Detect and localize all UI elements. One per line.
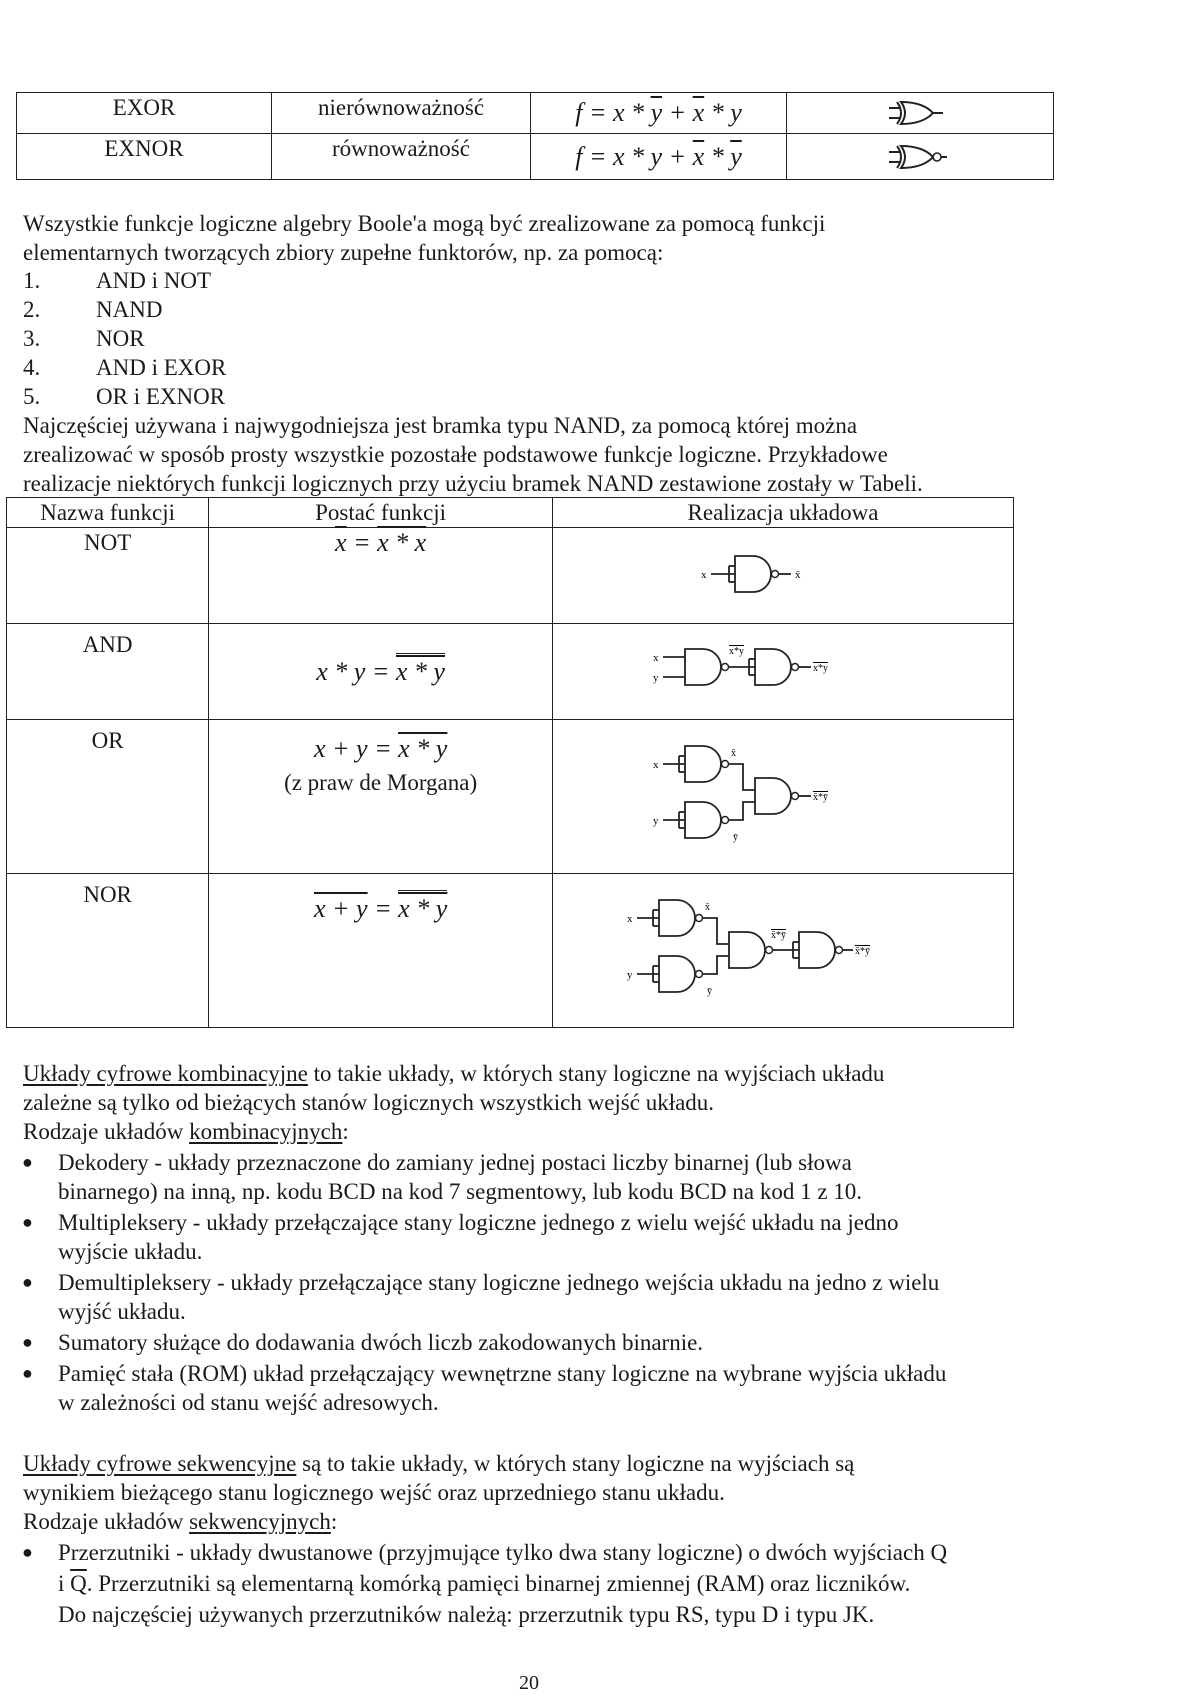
bullet-text: Multipleksery - układy przełączające stany logiczne jednego z wielu wejść układu na jedno <box>58 1210 899 1235</box>
signal-label: x*y <box>729 646 744 657</box>
bullet-text <box>58 1569 910 1598</box>
signal-label: x <box>701 569 707 581</box>
table-row <box>7 874 1014 1028</box>
signal-label: x <box>653 759 659 771</box>
function-formula <box>209 720 553 874</box>
function-formula <box>209 528 553 624</box>
signal-label: ȳ <box>707 986 712 997</box>
signal-label: y <box>627 969 633 981</box>
section-heading <box>23 1117 349 1146</box>
circuit-cell <box>553 874 1014 1028</box>
page-number: 20 <box>519 1672 539 1694</box>
bullet-text: Sumatory służące do dodawania dwóch liczb zakodowanych binarnie. <box>58 1330 704 1355</box>
signal-label: ȳ <box>733 832 738 843</box>
nand-gate-icon <box>659 900 695 936</box>
cell-name: EXNOR <box>17 134 272 180</box>
function-formula <box>209 874 553 1028</box>
bullet-icon: ● <box>22 1272 33 1292</box>
function-formula <box>209 624 553 720</box>
cell-formula <box>531 134 787 180</box>
top-table <box>16 92 1054 180</box>
bullet-text: wyjść układu. <box>58 1299 186 1324</box>
bullet-text: w zależności od stanu wejść adresowych. <box>58 1390 439 1415</box>
or-circuit-diagram <box>553 720 1013 870</box>
bullet-text: binarnego) na inną, np. kodu BCD na kod 7 segmentowy, lub kodu BCD na kod 1 z 10. <box>58 1179 863 1204</box>
bullet-text: Pamięć stała (ROM) układ przełączający wewnętrzne stany logiczne na wybrane wyjścia układu <box>58 1361 947 1386</box>
section-heading <box>23 1507 337 1536</box>
paragraph-line: Najczęściej używana i najwygodniejsza jest bramka typu NAND, za pomocą której można <box>23 413 858 438</box>
formula: $f = x * y + \overline{x} * \overline{y}$ <box>575 141 742 171</box>
cell-description: równoważność <box>272 134 531 180</box>
table-row <box>7 528 1014 624</box>
header-formula: Postać funkcji <box>209 498 553 528</box>
paragraph-line <box>23 1449 854 1478</box>
formula: x * y = x * y <box>316 653 445 686</box>
nand-table <box>6 497 1014 1028</box>
table-header-row <box>7 498 1014 528</box>
nand-gate-icon <box>755 778 791 814</box>
bullet-text: Dekodery - układy przeznaczone do zamiany jednej postaci liczby binarnej (lub słowa <box>58 1150 852 1175</box>
circuit-cell <box>553 720 1014 874</box>
bullet-text: Przerzutniki - układy dwustanowe (przyjmujące tylko dwa stany logiczne) o dwóch wyjściach Q <box>58 1540 948 1565</box>
table-row <box>7 720 1014 874</box>
nor-circuit-diagram <box>553 874 1013 1024</box>
signal-label: x̄*ȳ <box>855 946 870 957</box>
circuit-cell <box>553 528 1014 624</box>
list-number: 3. <box>23 326 41 351</box>
cell-symbol <box>787 93 1054 134</box>
nand-gate-icon <box>685 802 721 838</box>
list-number: 5. <box>23 384 41 409</box>
nand-gate-icon <box>755 649 791 685</box>
paragraph-line: wynikiem bieżącego stanu logicznego wejść oraz uprzedniego stanu układu. <box>23 1480 725 1505</box>
function-name: AND <box>7 624 209 720</box>
xor-gate-icon <box>887 98 967 128</box>
signal-label: x̄*ȳ <box>813 792 828 803</box>
function-name: OR <box>7 720 209 874</box>
heading-text: : <box>342 1119 349 1144</box>
paragraph-line <box>23 1059 884 1088</box>
cell-name: EXOR <box>17 93 272 134</box>
bullet-text: wyjście układu. <box>58 1239 203 1264</box>
paragraph-text: są to takie układy, w których stany logiczne na wyjściach są <box>296 1451 855 1476</box>
function-name: NOT <box>7 528 209 624</box>
header-name: Nazwa funkcji <box>7 498 209 528</box>
list-item: AND i EXOR <box>96 355 227 380</box>
bullet-icon: ● <box>22 1152 33 1172</box>
and-circuit-diagram <box>553 624 1013 716</box>
signal-label: x̄ <box>795 569 801 581</box>
signal-label: x̄*ȳ <box>771 930 786 941</box>
formula-note: (z praw de Morgana) <box>284 770 478 795</box>
bullet-icon: ● <box>22 1363 33 1383</box>
list-item: OR i EXNOR <box>96 384 226 409</box>
heading-text: : <box>330 1509 338 1534</box>
bullet-icon: ● <box>22 1212 33 1232</box>
nand-gate-icon <box>799 932 835 968</box>
paragraph-text: to takie układy, w których stany logiczne na wyjściach układu <box>307 1061 885 1086</box>
bullet-icon: ● <box>22 1542 33 1562</box>
not-circuit-diagram <box>553 528 1013 620</box>
signal-label: x <box>653 652 659 664</box>
nand-gate-icon <box>659 956 695 992</box>
q-bar-symbol: $\overline{Q}$ <box>70 1571 87 1596</box>
heading-text: Rodzaje układów <box>23 1509 190 1534</box>
formula: x + y = x * y <box>313 734 448 763</box>
formula: $\overline{x} = x * x$ <box>335 528 427 557</box>
list-item: NAND <box>96 297 163 322</box>
bullet-text: Do najczęściej używanych przerzutników należą: przerzutnik typu RS, typu D i typu JK. <box>58 1602 875 1627</box>
header-realization: Realizacja układowa <box>553 498 1014 528</box>
paragraph-line: zależne są tylko od bieżących stanów logicznych wszystkich wejść układu. <box>23 1090 715 1115</box>
formula: x + y = x * y <box>314 890 447 923</box>
bullet-text-part: i <box>58 1571 71 1596</box>
term-underlined: Układy cyfrowe sekwencyjne <box>23 1451 297 1476</box>
circuit-cell <box>553 624 1014 720</box>
intro-line: Wszystkie funkcje logiczne algebry Boole'a mogą być zrealizowane za pomocą funkcji <box>23 211 826 236</box>
nand-gate-icon <box>685 746 721 782</box>
signal-label: y <box>653 815 659 827</box>
xnor-gate-icon <box>887 142 967 172</box>
term-underlined: kombinacyjnych <box>189 1119 343 1144</box>
cell-formula <box>531 93 787 134</box>
formula: $f = x * \overline{y} + \overline{x} * y$ <box>575 98 742 127</box>
bullet-text-part: . Przerzutniki są elementarną komórką pamięci binarnej zmiennej (RAM) oraz liczników. <box>86 1571 911 1596</box>
bullet-text: Demultipleksery - układy przełączające stany logiczne jednego wejścia układu na jedno z wielu <box>58 1270 940 1295</box>
table-row <box>7 624 1014 720</box>
bullet-icon: ● <box>22 1332 33 1352</box>
table-row <box>17 134 1054 180</box>
function-name: NOR <box>7 874 209 1028</box>
list-number: 1. <box>23 268 41 293</box>
paragraph-line: zrealizować w sposób prosty wszystkie pozostałe podstawowe funkcje logiczne. Przykładowe <box>23 442 888 467</box>
list-number: 4. <box>23 355 41 380</box>
signal-label: x*y <box>813 663 828 674</box>
cell-description: nierównoważność <box>272 93 531 134</box>
list-item: NOR <box>96 326 145 351</box>
cell-symbol <box>787 134 1054 180</box>
table-row <box>17 93 1054 134</box>
term-underlined: sekwencyjnych <box>189 1509 331 1534</box>
signal-label: y <box>653 672 659 684</box>
nand-gate-icon <box>685 649 721 685</box>
nand-gate-icon <box>729 932 765 968</box>
list-number: 2. <box>23 297 41 322</box>
term-underlined: Układy cyfrowe kombinacyjne <box>23 1061 308 1086</box>
paragraph-line: realizacje niektórych funkcji logicznych przy użyciu bramek NAND zestawione zostały w Tabeli. <box>23 471 923 496</box>
nand-gate-icon <box>735 556 771 592</box>
intro-line: elementarnych tworzących zbiory zupełne funktorów, np. za pomocą: <box>23 240 664 265</box>
signal-label: x <box>627 913 633 925</box>
heading-text: Rodzaje układów <box>23 1119 190 1144</box>
list-item: AND i NOT <box>96 268 211 293</box>
signal-label: x̄ <box>705 902 710 913</box>
signal-label: x̄ <box>731 748 736 759</box>
